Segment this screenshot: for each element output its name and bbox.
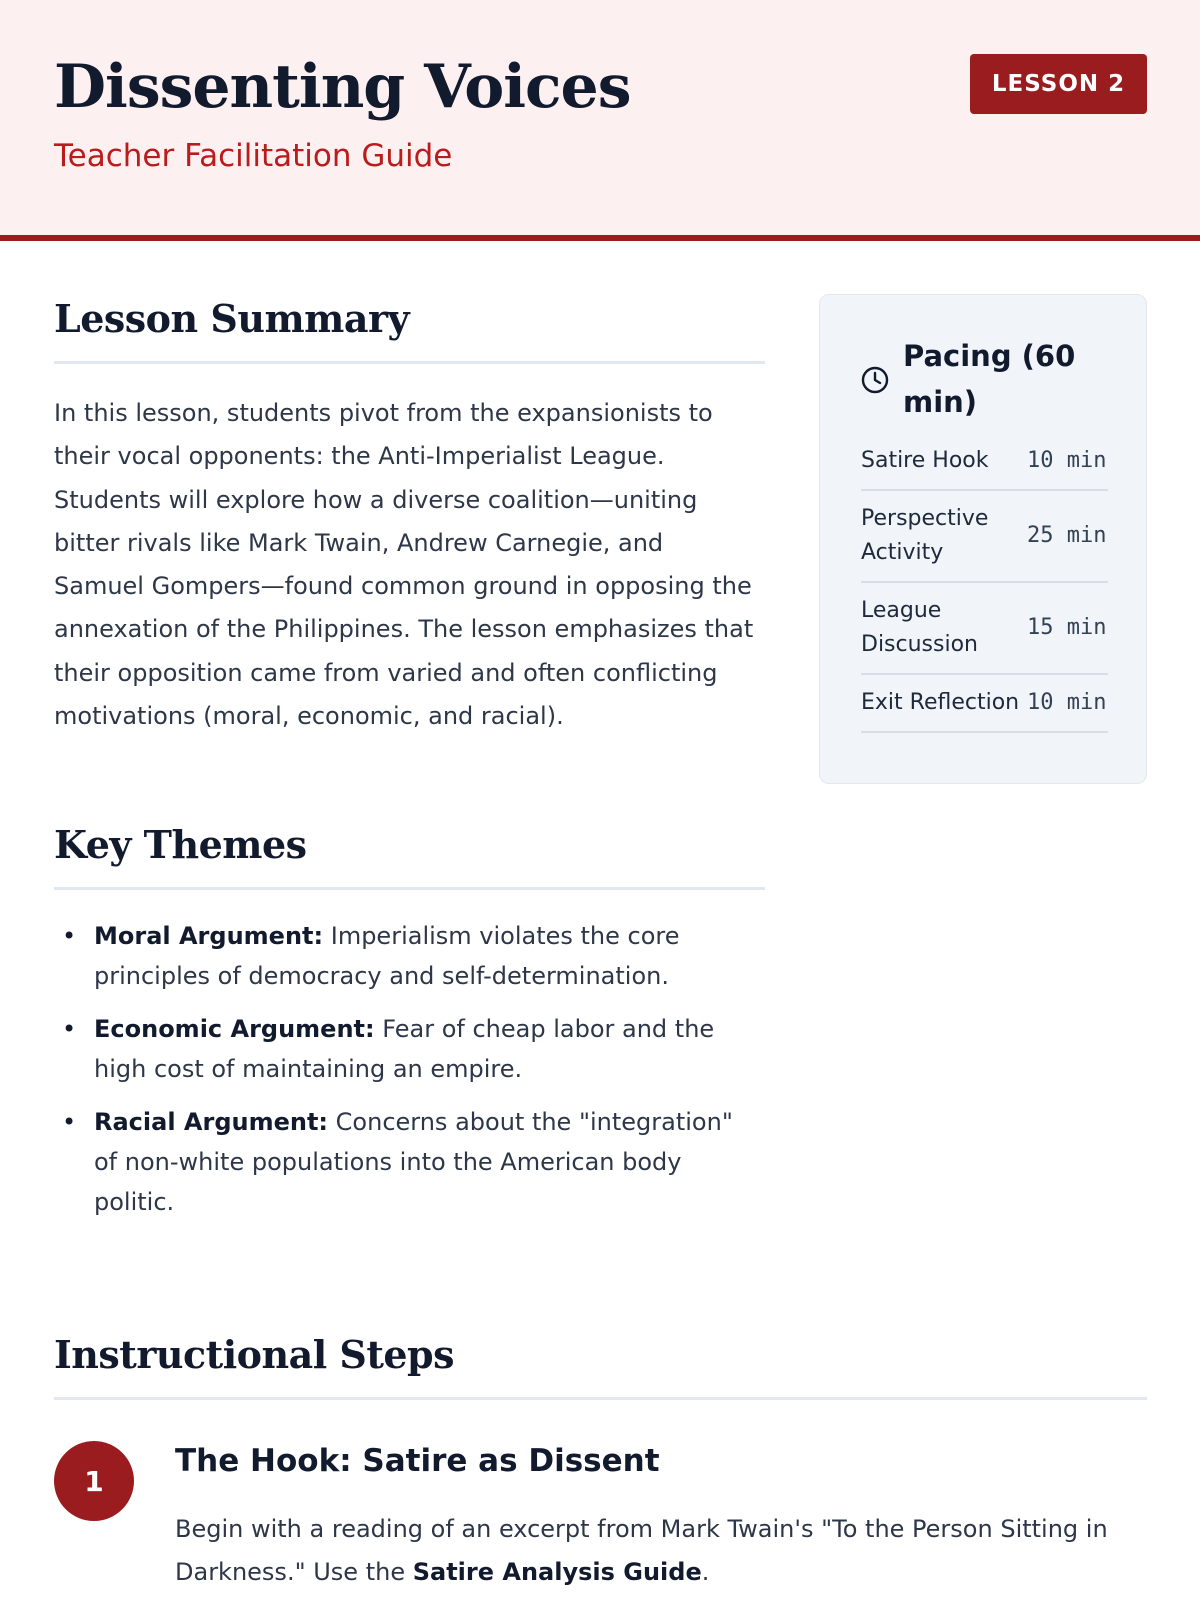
theme-item-racial [54,1102,759,1222]
step-title: The Hook: Satire as Dissent [175,1443,660,1479]
pacing-row [861,490,1108,582]
satire-analysis-guide-reference: Satire Analysis Guide [412,1558,702,1587]
pacing-activity: Satire Hook [861,433,1021,490]
clock-icon [860,365,890,395]
step-description [175,1508,1147,1595]
bullet-icon: • [62,1108,77,1136]
pacing-row [861,674,1108,732]
bullet-icon: • [62,922,77,950]
step-text-end: . [701,1558,710,1587]
page-subtitle: Teacher Facilitation Guide [54,138,453,174]
theme-item-moral [54,916,759,996]
summary-text: In this lesson, students pivot from the expansionists to their vocal opponents: the Anti-Imperialist League. Students will explore how a diverse coalition—uniting bitter rivals like Mark Twain, Andrew Carnegie, and Samuel Gompers—found common ground in opposing the annexation of the Philippines. The lesson emphasizes that their opposition came from varied and often conflicting motivations (moral, economic, and racial). [54,399,754,731]
page-title: Dissenting Voices [54,52,631,122]
pacing-table [861,433,1108,733]
summary-heading: Lesson Summary [54,296,765,364]
lesson-badge: LESSON 2 [970,54,1147,114]
theme-text: Imperialism violates the core principles of democracy and self-determination. [94,922,680,990]
step-text: Begin with a reading of an excerpt from Mark Twain's "To the Person Sitting in Darkness." Use the [175,1515,1108,1587]
theme-name: Economic Argument: [94,1015,375,1043]
page-header [0,0,1200,241]
pacing-duration: 10 min [1021,674,1108,732]
pacing-duration: 15 min [1021,582,1108,674]
theme-name: Racial Argument: [94,1108,329,1136]
pacing-duration: 10 min [1021,433,1108,490]
pacing-activity: Perspective Activity [861,490,1021,582]
pacing-activity: League Discussion [861,582,1021,674]
step-number-badge: 1 [54,1441,134,1521]
steps-heading: Instructional Steps [54,1332,1147,1400]
themes-list [54,916,759,1235]
pacing-card [819,294,1147,784]
pacing-row [861,582,1108,674]
bullet-icon: • [62,1015,77,1043]
theme-name: Moral Argument: [94,922,324,950]
themes-heading: Key Themes [54,822,765,890]
theme-text: Concerns about the "integration" of non-white populations into the American body politic. [94,1108,733,1216]
pacing-activity: Exit Reflection [861,674,1021,732]
theme-item-economic [54,1009,759,1089]
theme-text: Fear of cheap labor and the high cost of maintaining an empire. [94,1015,715,1083]
pacing-duration: 25 min [1021,490,1108,582]
pacing-row [861,433,1108,490]
pacing-title: Pacing (60 min) [903,339,1076,419]
